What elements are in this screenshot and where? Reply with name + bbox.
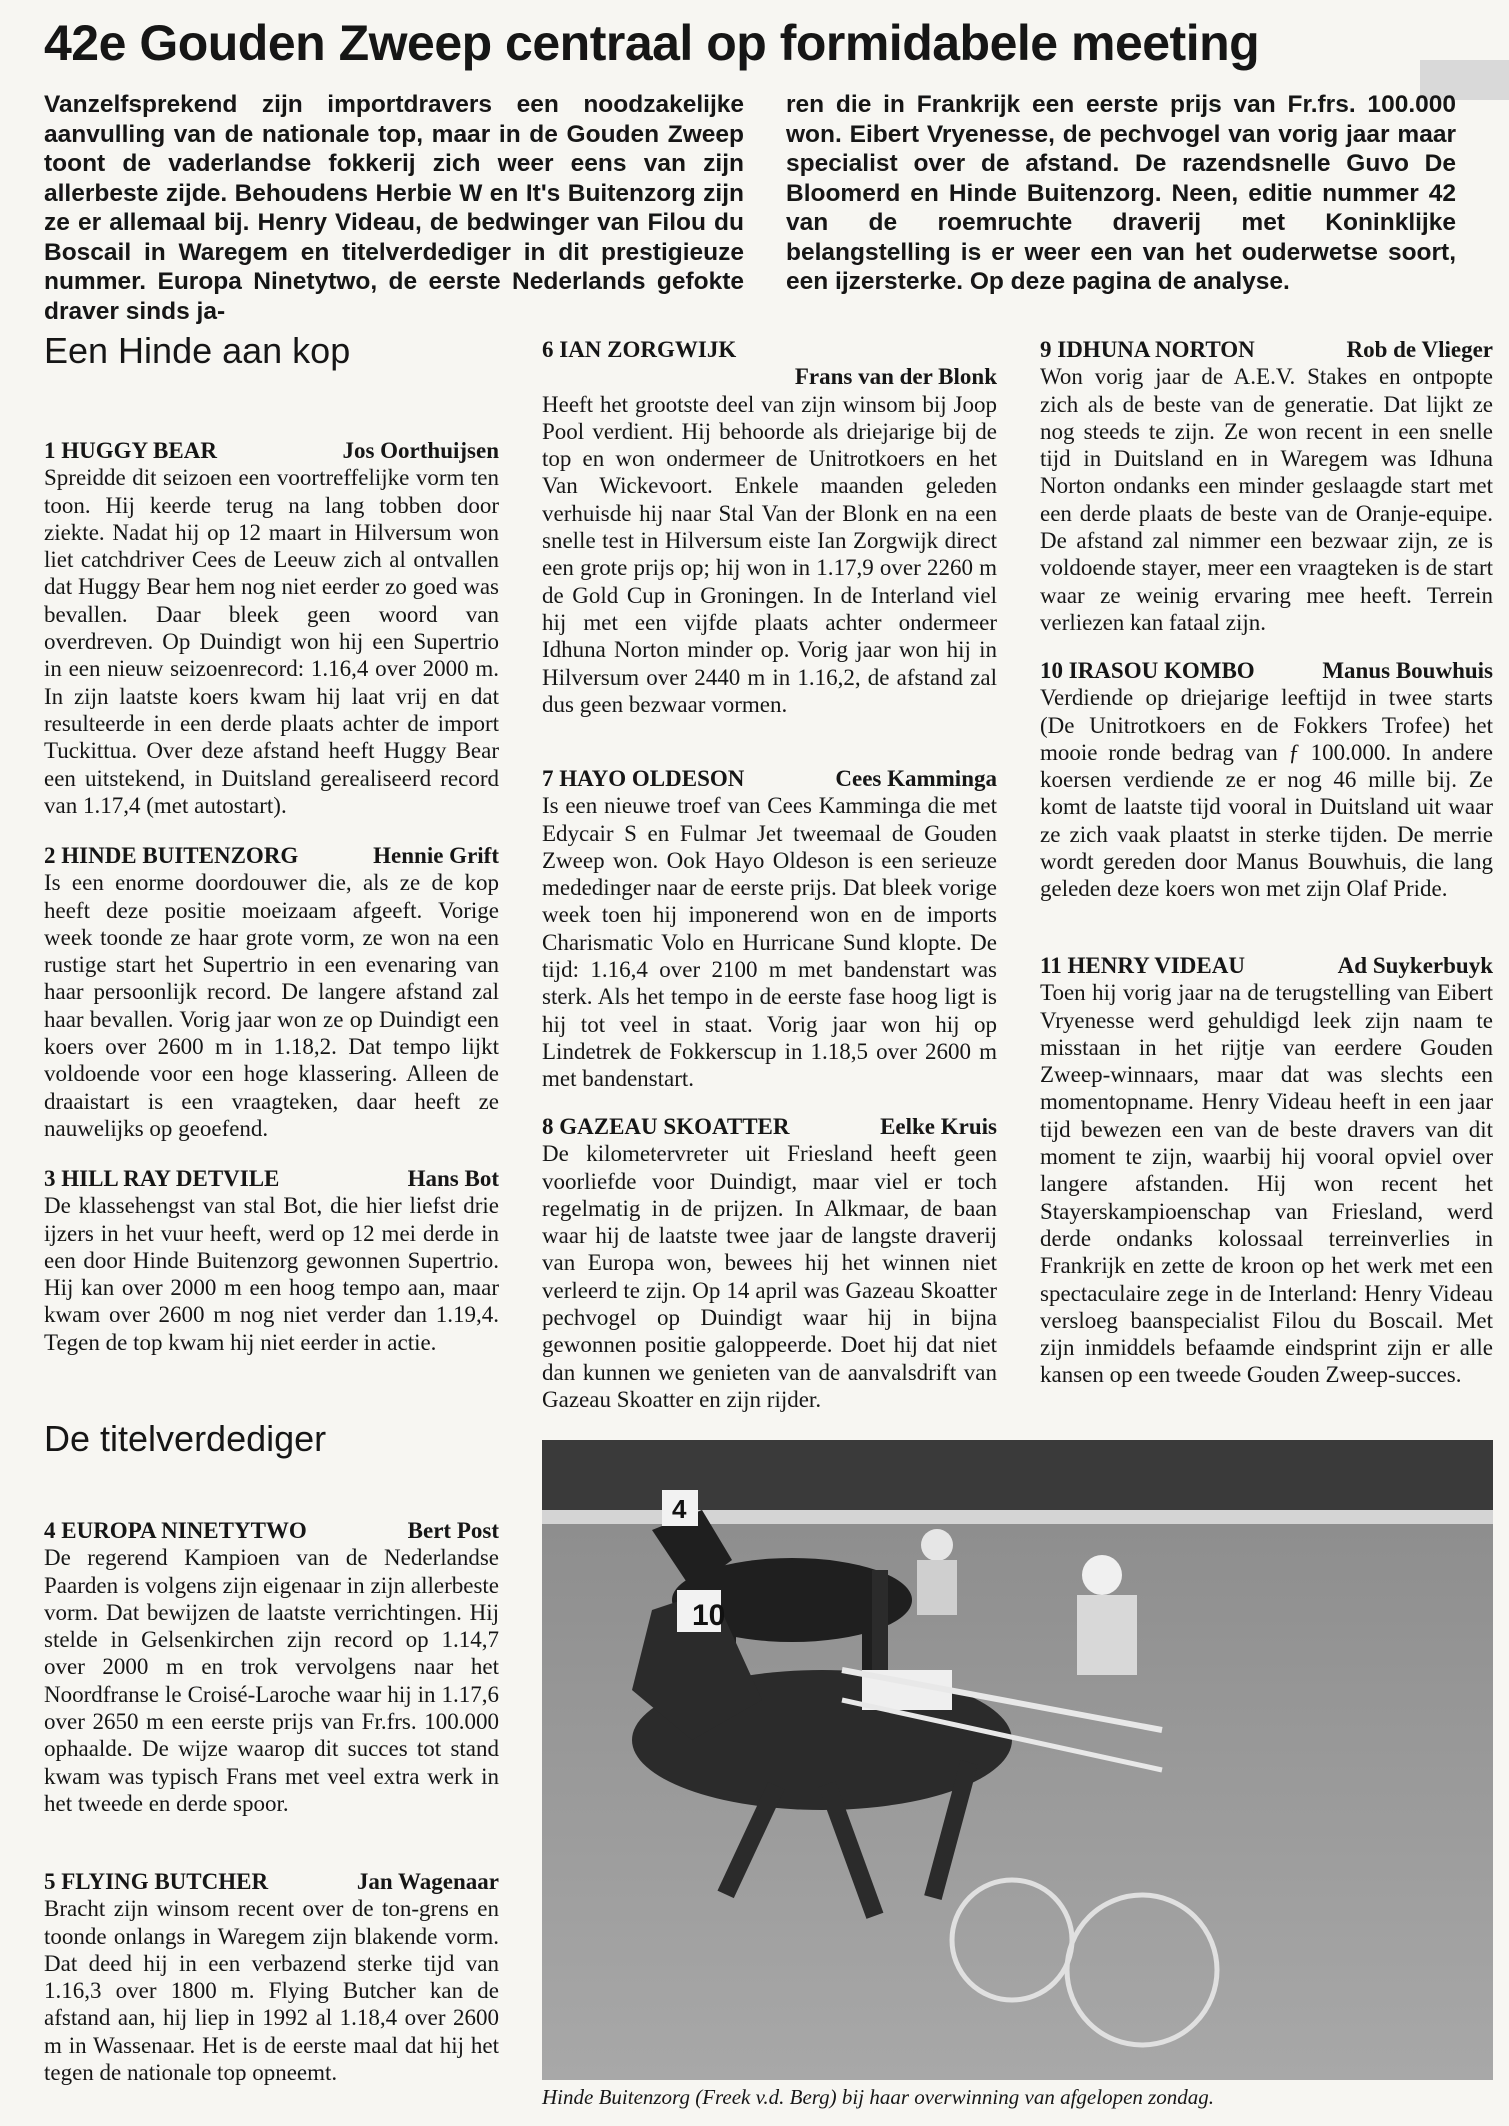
driver-name: Eelke Kruis <box>880 1114 997 1139</box>
entry-1 <box>44 437 499 819</box>
section-title-titelverdediger: De titelverdediger <box>44 1418 327 1459</box>
driver-name: Frans van der Blonk <box>794 364 997 390</box>
entry-7 <box>542 765 997 1093</box>
entry-text: Spreidde dit seizoen een voortreffelijke vorm ten toon. Hij keerde terug na lang tobben door ziekte. Nadat hij op 12 maart in Hilversum won liet catchdriver Cees de Leeuw zich al ontvallen dat Huggy Bear hem nog niet eerder zo goed was bevallen. Daar bleek geen woord van overdreven. Op Duindigt won hij een Supertrio in een nieuw seizoenrecord: 1.16,4 over 2000 m. In zijn laatste koers kwam hij laat vrij en dat resulteerde in een derde plaats achter de import Tuckittua. Over deze afstand heeft Huggy Bear een uitstekend, in Duitsland gerealiseerd record van 1.17,4 (met autostart). <box>44 465 499 818</box>
entry-text: De kilometervreter uit Friesland heeft geen voorliefde voor Duindigt, maar viel er toch regelmatig in de prijzen. In Alkmaar, de baan waar hij de laatste twee jaar de langste draverij van Europa won, bewees hij het winnen niet verleerd te zijn. Op 14 april was Gazeau Skoatter pechvogel op Duindigt waar hij in bijna gewonnen positie galoppeerde. Doet hij dat niet dan kunnen we genieten van de aanvalsdrift van Gazeau Skoatter en zijn rijder. <box>542 1141 997 1412</box>
horse-name: 4 EUROPA NINETYTWO <box>44 1518 307 1543</box>
section-title-hinde: Een Hinde aan kop <box>44 330 351 371</box>
intro-left: Vanzelfsprekend zijn importdravers een noodzakelijke aanvulling van de nationale top, maar in de Gouden Zweep toont de vaderlandse fokkerij zich weer eens van zijn allerbeste zijde. Behoudens Herbie W en It's Buitenzorg zijn ze er allemaal bij. Henry Videau, de bedwinger van Filou du Boscail in Waregem en titelverdediger in dit prestigieuze nummer. Europa Ninetytwo, de eerste Nederlands gefokte draver sinds ja- <box>44 91 744 325</box>
driver-name: Manus Bouwhuis <box>1322 658 1493 683</box>
entry-head <box>44 1517 499 1544</box>
horse-name: 9 IDHUNA NORTON <box>1040 337 1255 362</box>
bib-front-number: 10 <box>692 1599 726 1632</box>
driver-name: Rob de Vlieger <box>1346 337 1493 362</box>
entry-text: Bracht zijn winsom recent over de ton-grens en toonde onlangs in Waregem zijn blakende vorm. Dat deed hij in een verbazend sterke tijd van 1.16,3 over 1800 m. Flying Butcher kan de afstand aan, hij liep in 1992 al 1.18,4 over 2600 m in Wassenaar. Het is de eerste maal dat hij het tegen de nationale top opneemt. <box>44 1896 499 2086</box>
entry-text: Toen hij vorig jaar na de terugstelling van Eibert Vryenesse werd gehuldigd leek zijn naam te misstaan in het rijtje van eerdere Gouden Zweep-winnaars, maar dat was slechts een momentopname. Henry Videau heeft in een jaar tijd bewezen een van de beste dravers van dit moment te zijn, waarbij hij vooral opviel over langere afstanden. Hij won recent het Stayerskampioenschap van Friesland, werd derde ondanks kolossaal terreinverlies in Frankrijk en zette de kroon op het werk met een spectaculaire zege in de Interland: Henry Videau versloeg baanspecialist Filou du Boscail. Met zijn inmiddels befaamde eindsprint zijn er alle kansen op een tweede Gouden Zweep-succes. <box>1040 980 1493 1388</box>
entry-head <box>44 437 499 464</box>
entry-text: De regerend Kampioen van de Nederlandse Paarden is volgens zijn eigenaar in zijn allerbeste vorm. Dat bewijzen de laatste verrichtingen. Hij stelde in Gelsenkirchen zijn record op 1.14,7 over 2000 m en trok vervolgens naar het Noordfranse le Croisé-Laroche waar hij in 1.17,6 over 2650 m een eerste prijs van Fr.frs. 100.000 ophaalde. De wijze waarop dit succes tot stand kwam was typisch Frans met veel extra werk in het tweede en derde spoor. <box>44 1545 499 1816</box>
entry-10 <box>1040 657 1493 903</box>
horse-name: 7 HAYO OLDESON <box>542 766 745 791</box>
entry-8 <box>542 1113 997 1413</box>
entry-head <box>44 1165 499 1192</box>
entry-text: De klassehengst van stal Bot, die hier liefst drie ijzers in het vuur heeft, werd op 12 mei derde in een door Hinde Buitenzorg gewonnen Supertrio. Hij kan over 2000 m een hoog tempo aan, maar kwam over 2600 m nog niet verder dan 1.19,4. Tegen de top kwam hij niet eerder in actie. <box>44 1193 499 1355</box>
entry-head <box>44 1868 499 1895</box>
bib-back-number: 4 <box>672 1494 687 1524</box>
driver-name: Jos Oorthuijsen <box>342 438 499 463</box>
entry-2 <box>44 842 499 1142</box>
driver-name: Jan Wagenaar <box>356 1869 499 1894</box>
entry-9 <box>1040 336 1493 636</box>
headline: 42e Gouden Zweep centraal op formidabele meeting <box>44 15 1260 71</box>
horse-name: 10 IRASOU KOMBO <box>1040 658 1255 683</box>
entry-head <box>44 842 499 869</box>
driver-name: Cees Kamminga <box>835 766 997 791</box>
entry-11 <box>1040 952 1493 1389</box>
driver-name: Hans Bot <box>407 1166 499 1191</box>
horse-name: 11 HENRY VIDEAU <box>1040 953 1245 978</box>
horse-name: 1 HUGGY BEAR <box>44 438 217 463</box>
intro-right: ren die in Frankrijk een eerste prijs van Fr.frs. 100.000 won. Eibert Vryenesse, de pechvogel van vorig jaar maar specialist over de afstand. De razendsnelle Guvo De Bloomerd en Hinde Buitenzorg. Neen, editie nummer 42 van de roemruchte draverij met Koninklijke belangstelling is er weer een van het ouderwetse soort, een ijzersterke. Op deze pagina de analyse. <box>786 91 1456 295</box>
entry-head <box>1040 952 1493 979</box>
entry-head <box>1040 657 1493 684</box>
driver-name: Hennie Grift <box>373 843 499 868</box>
entry-head <box>542 1113 997 1140</box>
entry-text: Is een enorme doordouwer die, als ze de kop heeft deze positie moeizaam afgeeft. Vorige week toonde ze haar grote vorm, ze won na een rustige start het Supertrio in een evenaring van haar persoonlijk record. De langere afstand zal haar bevallen. Vorig jaar won ze op Duindigt een koers over 2600 m in 1.18,2. Dat tempo lijkt voldoende voor een hoge klassering. Alleen de draaistart is een vraagteken, daar heeft ze nauwelijks op geoefend. <box>44 870 499 1141</box>
race-photo <box>542 1440 1493 2080</box>
entry-head <box>1040 336 1493 363</box>
entry-5 <box>44 1868 499 2086</box>
horse-name: 2 HINDE BUITENZORG <box>44 843 299 868</box>
entry-4 <box>44 1517 499 1817</box>
driver-name: Ad Suykerbuyk <box>1337 953 1493 978</box>
back-driver <box>917 1529 957 1615</box>
entry-3 <box>44 1165 499 1356</box>
race-photo-illustration <box>542 1440 1493 2080</box>
horse-name: 5 FLYING BUTCHER <box>44 1869 269 1894</box>
entry-text: Heeft het grootste deel van zijn winsom bij Joop Pool verdient. Hij behoorde als driejarige bij de top en won ondermeer de Unitrotkoers en het Van Wickevoort. Enkele maanden geleden verhuisde hij naar Stal Van der Blonk en na een snelle test in Hilversum eiste Ian Zorgwijk direct een grote prijs op; hij won in 1.17,9 over 2260 m de Gold Cup in Groningen. In de Interland viel hij met een vijfde plaats achter ondermeer Idhuna Norton minder op. Vorig jaar won hij in Hilversum over 2440 m in 1.16,2, de afstand zal dus geen bezwaar vormen. <box>542 391 997 717</box>
entry-text: Is een nieuwe troef van Cees Kamminga die met Edycair S en Fulmar Jet tweemaal de Gouden Zweep won. Ook Hayo Oldeson is een serieuze mededinger naar de eerste prijs. Dat bleek vorige week toen hij imponerend won en de imports Charismatic Volo en Hurricane Sund klopte. De tijd: 1.16,4 over 2100 m met bandenstart was sterk. Als het tempo in de eerste fase hoog ligt is hij tot veel in staat. Vorig jaar won hij op Lindetrek de Fokkerscup in 1.18,5 over 2600 m met bandenstart. <box>542 793 997 1092</box>
horse-name: 8 GAZEAU SKOATTER <box>542 1114 790 1139</box>
entry-6 <box>542 336 997 718</box>
entry-head <box>542 765 997 792</box>
horse-name: 6 IAN ZORGWIJK <box>542 337 737 362</box>
entry-text: Verdiende op driejarige leeftijd in twee starts (De Unitrotkoers en de Fokkers Trofee) het mooie ronde bedrag van ƒ 100.000. In andere koersen verdiende ze er nog 46 mille bij. Ze komt de laatste tijd vooral in Duitsland uit waar ze zich vaak plaatst in sterke tijden. De merrie wordt gereden door Manus Bouwhuis, die lang geleden deze koers won met zijn Olaf Pride. <box>1040 685 1493 902</box>
photo-caption: Hinde Buitenzorg (Freek v.d. Berg) bij haar overwinning van afgelopen zondag. <box>542 2085 1215 2109</box>
entry-head <box>542 336 997 391</box>
driver-name: Bert Post <box>407 1518 499 1543</box>
horse-name: 3 HILL RAY DETVILE <box>44 1166 280 1191</box>
entry-text: Won vorig jaar de A.E.V. Stakes en ontpopte zich als de beste van de generatie. Dat lijkt ze nog steeds te zijn. Ze won recent in een snelle tijd in Duitsland en in Waregem was Idhuna Norton ondanks een minder geslaagde start met een derde plaats de beste van de Oranje-equipe. De afstand zal nimmer een bezwaar zijn, ze is voldoende stayer, meer een vraagteken is de start waar ze weinig ervaring mee heeft. Terrein verliezen kan fataal zijn. <box>1040 364 1493 635</box>
